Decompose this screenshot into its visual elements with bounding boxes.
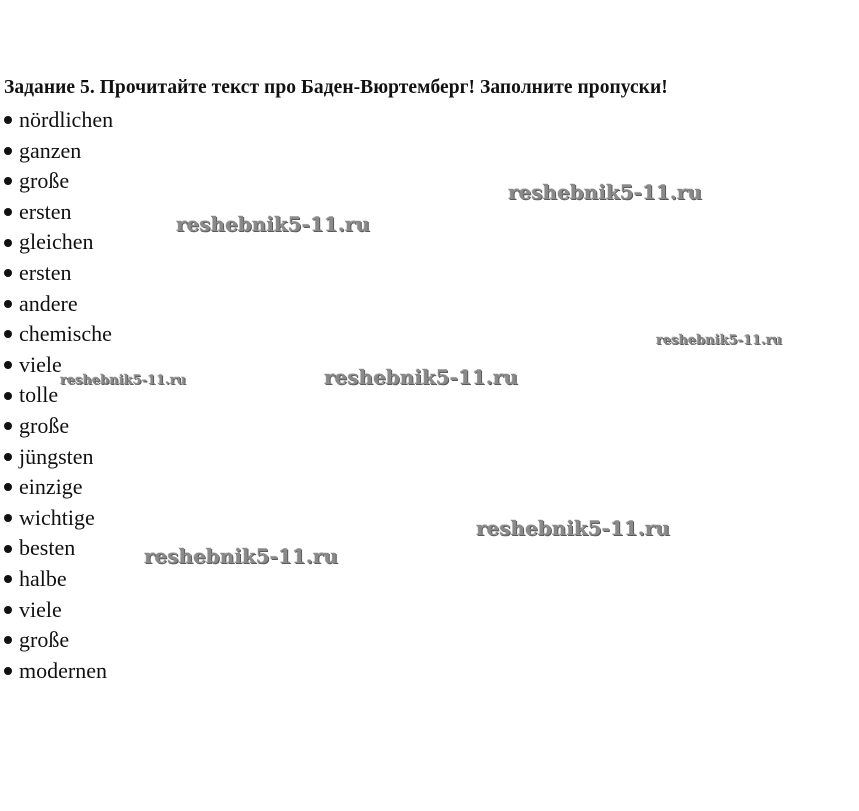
list-item — [4, 227, 113, 258]
list-item — [4, 533, 113, 564]
list-item — [4, 564, 113, 595]
list-item — [4, 656, 113, 687]
bullet-icon — [4, 514, 12, 522]
bullet-icon — [4, 208, 12, 216]
word-text: jüngsten — [19, 443, 94, 469]
list-item — [4, 166, 113, 197]
bullet-icon — [4, 636, 12, 644]
list-item — [4, 595, 113, 626]
watermark-text: reshebnik5-11.ru — [144, 544, 338, 568]
word-text: wichtige — [19, 504, 95, 530]
word-text: nördlichen — [19, 107, 114, 132]
list-item — [4, 136, 113, 167]
word-text: ersten — [19, 259, 72, 285]
watermark-text: reshebnik5-11.ru — [476, 516, 670, 540]
watermark-text: reshebnik5-11.ru — [656, 333, 783, 348]
watermark-text: reshebnik5-11.ru — [324, 365, 518, 389]
list-item — [4, 503, 113, 534]
word-text: einzige — [19, 474, 83, 500]
bullet-icon — [4, 422, 12, 430]
word-list — [4, 105, 113, 686]
bullet-icon — [4, 453, 12, 461]
list-item — [4, 380, 113, 411]
word-text: große — [19, 627, 70, 653]
list-item — [4, 442, 113, 473]
list-item — [4, 472, 113, 503]
word-text: viele — [19, 351, 62, 377]
word-text: große — [19, 168, 70, 194]
bullet-icon — [4, 545, 12, 553]
watermark-text: reshebnik5-11.ru — [60, 373, 187, 388]
bullet-icon — [4, 177, 12, 185]
bullet-icon — [4, 483, 12, 491]
bullet-icon — [4, 575, 12, 583]
bullet-icon — [4, 239, 12, 247]
list-item — [4, 105, 113, 136]
word-text: ganzen — [19, 137, 82, 163]
word-text: chemische — [19, 321, 112, 347]
list-item — [4, 411, 113, 442]
word-text: andere — [19, 290, 78, 316]
word-text: gleichen — [19, 229, 94, 255]
list-item — [4, 258, 113, 289]
word-text: große — [19, 412, 70, 438]
list-item — [4, 625, 113, 656]
word-text: ersten — [19, 198, 72, 224]
word-text: tolle — [19, 382, 59, 408]
list-item — [4, 319, 113, 350]
bullet-icon — [4, 392, 12, 400]
list-item — [4, 289, 113, 320]
bullet-icon — [4, 606, 12, 614]
list-item — [4, 197, 113, 228]
list-item — [4, 350, 113, 381]
bullet-icon — [4, 147, 12, 155]
bullet-icon — [4, 269, 12, 277]
watermark-text: reshebnik5-11.ru — [176, 212, 370, 236]
bullet-icon — [4, 300, 12, 308]
bullet-icon — [4, 330, 12, 338]
bullet-icon — [4, 361, 12, 369]
word-text: halbe — [19, 565, 67, 591]
watermark-text: reshebnik5-11.ru — [508, 180, 702, 204]
word-text: modernen — [19, 657, 107, 683]
word-text: viele — [19, 596, 62, 622]
word-text: besten — [19, 535, 76, 561]
bullet-icon — [4, 667, 12, 675]
bullet-icon — [4, 116, 12, 124]
task-title: Задание 5. Прочитайте текст про Баден-Вюртемберг! Заполните пропуски! — [4, 77, 668, 98]
